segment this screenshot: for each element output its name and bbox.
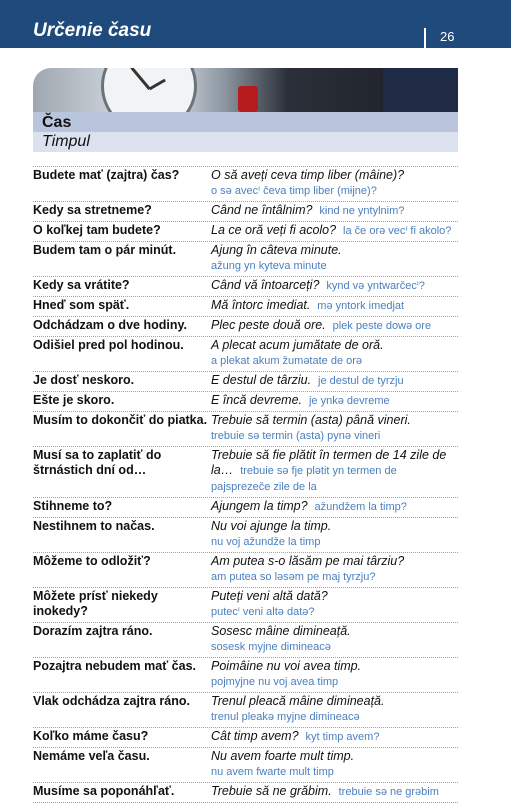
romanian-phrase: Mă întorc imediat. <box>211 298 311 312</box>
slovak-phrase: Stihneme to? <box>33 499 113 513</box>
romanian-phrase: Trebuie să termin (asta) până vineri. <box>211 413 411 427</box>
romanian-phrase: A plecat acum jumătate de oră. <box>211 338 384 352</box>
pronunciation: a plekat akum žumətate de orə <box>211 355 363 367</box>
slovak-phrase: Ešte je skoro. <box>33 393 115 407</box>
slovak-phrase: Je dosť neskoro. <box>33 373 135 387</box>
slovak-phrase: Môžete prísť niekedy inokedy? <box>33 589 158 618</box>
pronunciation: je ynkə devreme <box>308 395 390 407</box>
romanian-translation <box>211 624 458 655</box>
romanian-translation <box>211 203 458 219</box>
pronunciation: nu voj ažundže la timp <box>211 536 321 548</box>
phrase-row <box>33 552 458 587</box>
romanian-translation <box>211 519 458 550</box>
romanian-phrase: E destul de târziu. <box>211 373 312 387</box>
phrase-row <box>33 336 458 371</box>
romanian-translation <box>211 448 458 495</box>
romanian-translation <box>211 168 458 199</box>
phrase-row <box>33 782 458 803</box>
romanian-translation <box>211 338 458 369</box>
romanian-phrase: Plec peste două ore. <box>211 318 326 332</box>
romanian-translation <box>211 223 458 239</box>
slovak-phrase: Musíme sa poponáhľať. <box>33 784 175 798</box>
page-number: 26 <box>440 29 455 44</box>
romanian-phrase: Trenul pleacă mâine dimineață. <box>211 694 385 708</box>
romanian-phrase: La ce oră veți fi acolo? <box>211 223 337 237</box>
slovak-phrase: Budem tam o pár minút. <box>33 243 177 257</box>
pronunciation: la če orə vecⁱ fi akolo? <box>343 225 452 237</box>
chapter-title: Určenie času <box>33 20 152 41</box>
romanian-translation <box>211 393 458 409</box>
phrase-row <box>33 517 458 552</box>
pronunciation: trenul pleakə myjne dimineacə <box>211 711 360 723</box>
phrase-row <box>33 166 458 201</box>
phrase-row <box>33 371 458 391</box>
romanian-phrase: O să aveți ceva timp liber (mâine)? <box>211 168 405 182</box>
slovak-phrase: Dorazím zajtra ráno. <box>33 624 153 638</box>
slovak-phrase: Kedy sa stretneme? <box>33 203 152 217</box>
banner-dark-accent <box>383 68 458 112</box>
slovak-phrase: Koľko máme času? <box>33 729 149 743</box>
romanian-phrase: Ajung în câteva minute. <box>211 243 342 257</box>
romanian-phrase: Nu avem foarte mult timp. <box>211 749 355 763</box>
slovak-phrase: Hneď som späť. <box>33 298 130 312</box>
pronunciation: am putea so ləsəm pe maj tyrzju? <box>211 571 376 583</box>
slovak-phrase: O koľkej tam budete? <box>33 223 161 237</box>
romanian-translation <box>211 749 458 780</box>
slovak-phrase: Nestihnem to načas. <box>33 519 155 533</box>
romanian-phrase: Poimâine nu voi avea timp. <box>211 659 362 673</box>
header-divider <box>424 28 426 48</box>
pronunciation: kynd və yntwarčecⁱ? <box>326 280 425 292</box>
pronunciation: trebuie sə fje plətit yn termen de pajsprezeče zile de la <box>211 465 397 493</box>
slovak-phrase: Vlak odchádza zajtra ráno. <box>33 694 190 708</box>
pronunciation: kyt timp avem? <box>305 731 380 743</box>
clock-icon <box>101 68 197 112</box>
pronunciation: trebuie sə termin (asta) pynə vineri <box>211 430 381 442</box>
romanian-translation <box>211 784 458 800</box>
pronunciation: nu avem fwarte mult timp <box>211 766 334 778</box>
pronunciation: ažundžem la timp? <box>314 501 407 513</box>
slovak-phrase: Odišiel pred pol hodinou. <box>33 338 184 352</box>
romanian-phrase: Cât timp avem? <box>211 729 299 743</box>
phrase-list <box>33 166 458 803</box>
romanian-translation <box>211 413 458 444</box>
page-header <box>0 0 511 48</box>
phrase-row <box>33 221 458 241</box>
phrase-row <box>33 296 458 316</box>
phrase-row <box>33 446 458 497</box>
romanian-phrase: Ajungem la timp? <box>211 499 308 513</box>
pronunciation: kɨnd ne yntylnim? <box>319 205 405 217</box>
slovak-phrase: Pozajtra nebudem mať čas. <box>33 659 196 673</box>
phrase-row <box>33 692 458 727</box>
section-title: Čas <box>33 112 458 132</box>
romanian-translation <box>211 278 458 294</box>
slovak-phrase: Odchádzam o dve hodiny. <box>33 318 187 332</box>
section-banner-image <box>33 68 458 112</box>
romanian-translation <box>211 554 458 585</box>
romanian-phrase: Trebuie să ne grăbim. <box>211 784 332 798</box>
romanian-translation <box>211 659 458 690</box>
slovak-phrase: Kedy sa vrátite? <box>33 278 130 292</box>
romanian-phrase: Când vă întoarceți? <box>211 278 320 292</box>
romanian-translation <box>211 243 458 274</box>
pronunciation: o sə avecⁱ čeva timp liber (mɨjne)? <box>211 185 377 197</box>
romanian-phrase: Nu voi ajunge la timp. <box>211 519 332 533</box>
slovak-phrase: Nemáme veľa času. <box>33 749 150 763</box>
phrase-row <box>33 241 458 276</box>
phrase-row <box>33 497 458 517</box>
romanian-translation <box>211 729 458 745</box>
romanian-translation <box>211 298 458 314</box>
phrase-row <box>33 391 458 411</box>
pronunciation: ažung yn kyteva minute <box>211 260 327 272</box>
section-heading <box>33 112 458 152</box>
shirt-cuff-graphic <box>238 86 258 112</box>
romanian-phrase: Trebuie să fie plătit în termen de 14 zile de la… <box>211 448 447 477</box>
phrase-row <box>33 622 458 657</box>
romanian-phrase: Puteți veni altă dată? <box>211 589 328 603</box>
pronunciation: sosesk myjne dimineacə <box>211 641 331 653</box>
slovak-phrase: Musím to dokončiť do piatka. <box>33 413 208 427</box>
romanian-translation <box>211 694 458 725</box>
romanian-phrase: Am putea s-o lăsăm pe mai târziu? <box>211 554 405 568</box>
phrase-row <box>33 747 458 782</box>
pronunciation: putecⁱ veni altə datə? <box>211 606 315 618</box>
pronunciation: je destul de tyrzju <box>318 375 404 387</box>
romanian-translation <box>211 318 458 334</box>
romanian-phrase: E încă devreme. <box>211 393 303 407</box>
phrase-row <box>33 657 458 692</box>
phrase-row <box>33 316 458 336</box>
slovak-phrase: Musí sa to zaplatiť do štrnástich dní od… <box>33 448 162 477</box>
romanian-translation <box>211 499 458 515</box>
pronunciation: pojmyjne nu voj avea timp <box>211 676 339 688</box>
section-subtitle: Timpul <box>33 132 458 152</box>
romanian-phrase: Sosesc mâine dimineață. <box>211 624 351 638</box>
slovak-phrase: Môžeme to odložiť? <box>33 554 151 568</box>
romanian-translation <box>211 589 458 620</box>
phrase-row <box>33 587 458 622</box>
pronunciation: trebuie sə ne grəbim <box>338 786 439 798</box>
pronunciation: mə yntork imedjat <box>317 300 405 312</box>
romanian-phrase: Când ne întâlnim? <box>211 203 313 217</box>
phrase-row <box>33 727 458 747</box>
phrase-row <box>33 276 458 296</box>
pronunciation: plek peste dowə ore <box>332 320 432 332</box>
romanian-translation <box>211 373 458 389</box>
slovak-phrase: Budete mať (zajtra) čas? <box>33 168 180 182</box>
phrase-row <box>33 411 458 446</box>
phrase-row <box>33 201 458 221</box>
